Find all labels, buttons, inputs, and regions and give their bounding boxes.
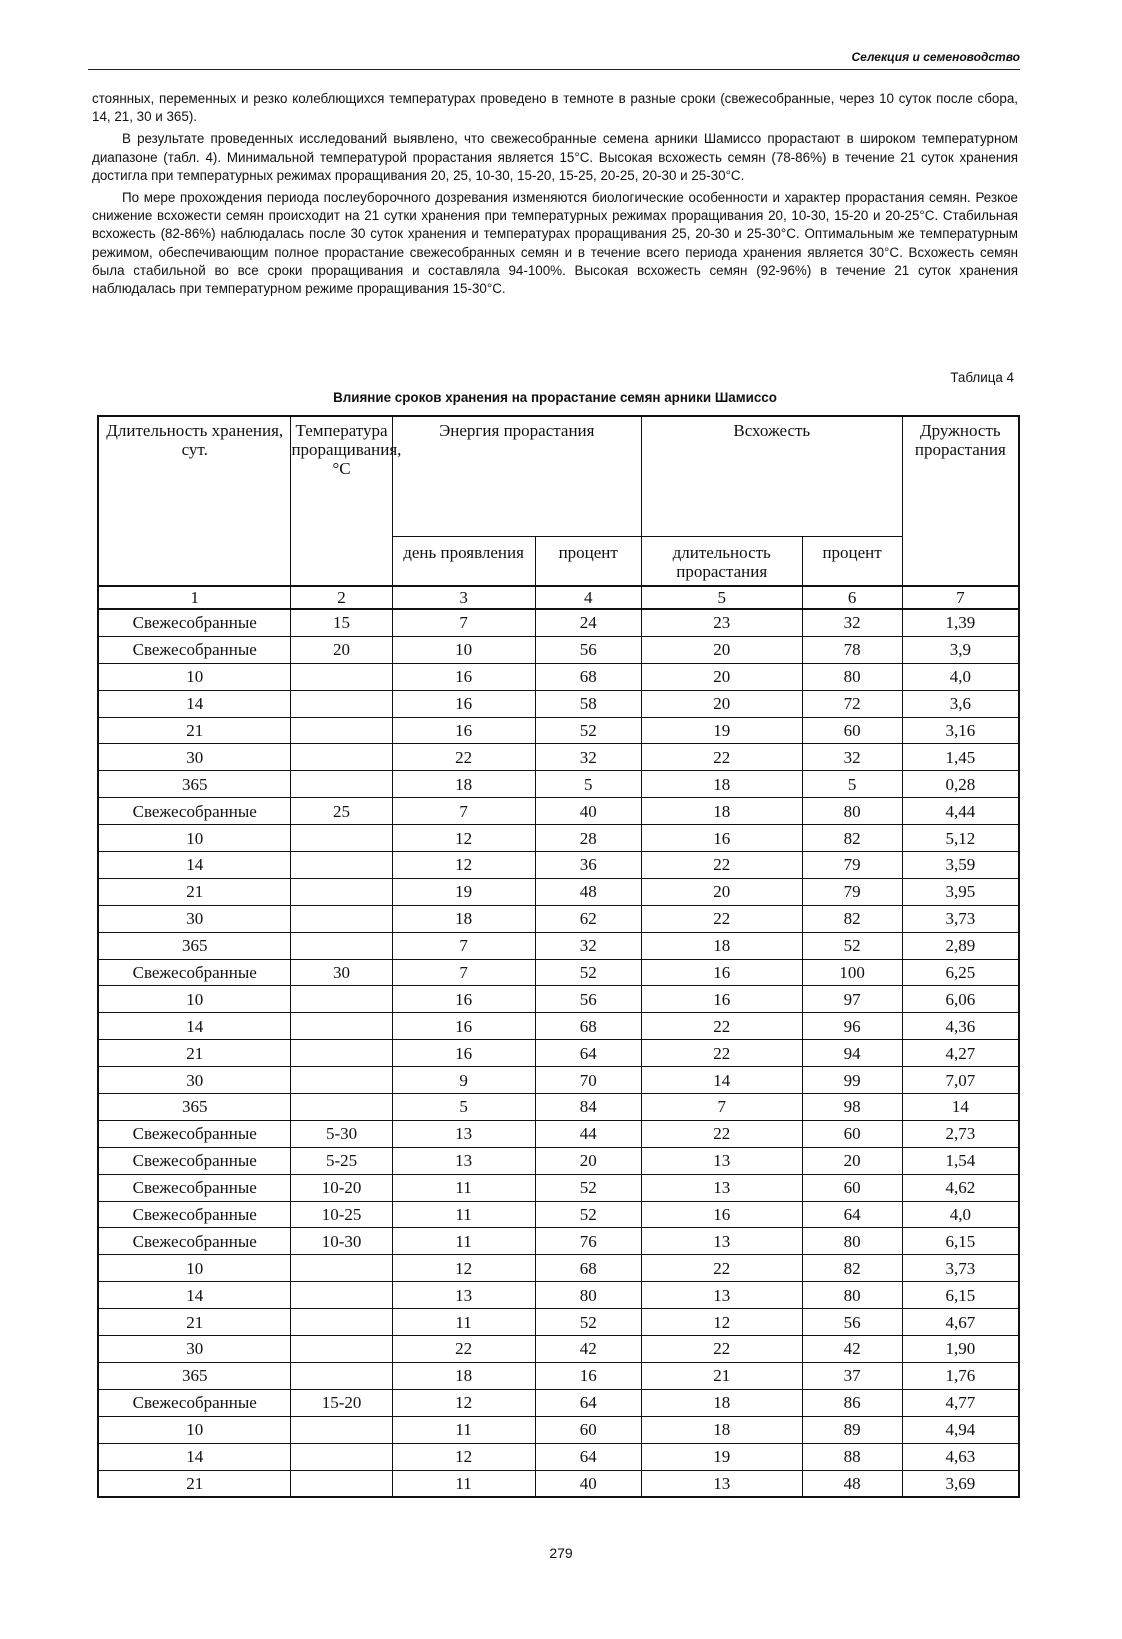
cell-germ-duration: 12: [641, 1309, 802, 1336]
cell-energy-percent: 28: [535, 825, 641, 852]
cell-energy-day: 13: [392, 1120, 535, 1147]
cell-germ-percent: 86: [802, 1389, 902, 1416]
cell-germ-duration: 7: [641, 1094, 802, 1121]
column-number: 7: [902, 586, 1019, 609]
cell-storage: 10: [98, 986, 291, 1013]
cell-temperature: [291, 905, 392, 932]
cell-germ-percent: 88: [802, 1443, 902, 1470]
table-row: [98, 905, 1019, 932]
cell-energy-percent: 52: [535, 1174, 641, 1201]
table-row: [98, 771, 1019, 798]
header-germ-percent: процент: [802, 537, 902, 587]
cell-energy-percent: 58: [535, 690, 641, 717]
cell-friendliness: 4,44: [902, 798, 1019, 825]
cell-germ-duration: 22: [641, 1336, 802, 1363]
cell-friendliness: 5,12: [902, 825, 1019, 852]
cell-germ-percent: 32: [802, 609, 902, 636]
cell-storage: Свежесобранные: [98, 1228, 291, 1255]
cell-storage: 14: [98, 1013, 291, 1040]
cell-energy-day: 18: [392, 905, 535, 932]
table-row: [98, 1147, 1019, 1174]
cell-storage: 14: [98, 1443, 291, 1470]
cell-friendliness: 1,45: [902, 744, 1019, 771]
cell-germ-duration: 18: [641, 1416, 802, 1443]
header-germ-duration: длительность прорастания: [641, 537, 802, 587]
cell-energy-day: 7: [392, 609, 535, 636]
cell-storage: Свежесобранные: [98, 798, 291, 825]
column-number: 6: [802, 586, 902, 609]
cell-germ-percent: 80: [802, 1228, 902, 1255]
cell-temperature: [291, 1309, 392, 1336]
cell-storage: 30: [98, 744, 291, 771]
column-number-row: [98, 586, 1019, 609]
cell-temperature: [291, 663, 392, 690]
cell-storage: 21: [98, 1309, 291, 1336]
cell-germ-percent: 79: [802, 878, 902, 905]
cell-germ-percent: 32: [802, 744, 902, 771]
cell-energy-day: 11: [392, 1309, 535, 1336]
cell-temperature: [291, 1470, 392, 1497]
germination-table: [97, 415, 1020, 1498]
table-row: [98, 798, 1019, 825]
cell-energy-day: 7: [392, 798, 535, 825]
column-number: 4: [535, 586, 641, 609]
cell-germ-duration: 18: [641, 771, 802, 798]
cell-friendliness: 7,07: [902, 1067, 1019, 1094]
table-row: [98, 717, 1019, 744]
cell-energy-day: 18: [392, 771, 535, 798]
cell-friendliness: 4,0: [902, 663, 1019, 690]
cell-germ-percent: 37: [802, 1362, 902, 1389]
cell-germ-percent: 96: [802, 1013, 902, 1040]
table-row: [98, 1443, 1019, 1470]
cell-germ-percent: 79: [802, 852, 902, 879]
cell-storage: Свежесобранные: [98, 609, 291, 636]
cell-friendliness: 0,28: [902, 771, 1019, 798]
cell-energy-day: 16: [392, 1040, 535, 1067]
cell-friendliness: 4,36: [902, 1013, 1019, 1040]
cell-temperature: [291, 771, 392, 798]
header-temperature: Температура проращивания, °С: [291, 416, 392, 586]
cell-germ-percent: 94: [802, 1040, 902, 1067]
paragraph-continued: стоянных, переменных и резко колеблющихся температурах проведено в темноте в разные сроки (свежесобранные, через 10 суток после сбора, 14, 21, 30 и 365).: [92, 91, 1018, 125]
column-number: 1: [98, 586, 291, 609]
cell-energy-day: 11: [392, 1228, 535, 1255]
cell-energy-day: 12: [392, 825, 535, 852]
cell-germ-percent: 42: [802, 1336, 902, 1363]
cell-germ-duration: 19: [641, 717, 802, 744]
cell-friendliness: 3,73: [902, 905, 1019, 932]
cell-germ-duration: 13: [641, 1470, 802, 1497]
cell-energy-day: 22: [392, 1336, 535, 1363]
cell-temperature: 25: [291, 798, 392, 825]
cell-germ-duration: 21: [641, 1362, 802, 1389]
cell-friendliness: 2,89: [902, 932, 1019, 959]
cell-germ-duration: 22: [641, 1040, 802, 1067]
cell-germ-percent: 64: [802, 1201, 902, 1228]
cell-germ-percent: 97: [802, 986, 902, 1013]
cell-temperature: [291, 1255, 392, 1282]
cell-energy-percent: 24: [535, 609, 641, 636]
cell-germ-percent: 60: [802, 1120, 902, 1147]
table-label: Таблица 4: [950, 370, 1014, 385]
cell-energy-day: 7: [392, 932, 535, 959]
header-friendliness: Дружность прорастания: [902, 416, 1019, 586]
cell-temperature: 15-20: [291, 1389, 392, 1416]
cell-germ-duration: 20: [641, 690, 802, 717]
table-row: [98, 878, 1019, 905]
cell-friendliness: 6,06: [902, 986, 1019, 1013]
cell-germ-percent: 56: [802, 1309, 902, 1336]
cell-friendliness: 3,69: [902, 1470, 1019, 1497]
cell-germ-percent: 89: [802, 1416, 902, 1443]
cell-temperature: 30: [291, 959, 392, 986]
cell-germ-percent: 72: [802, 690, 902, 717]
cell-germ-duration: 13: [641, 1228, 802, 1255]
cell-energy-percent: 5: [535, 771, 641, 798]
page-number: 279: [549, 1545, 573, 1561]
cell-temperature: [291, 878, 392, 905]
cell-temperature: 15: [291, 609, 392, 636]
table-row: [98, 1201, 1019, 1228]
cell-energy-percent: 64: [535, 1443, 641, 1470]
cell-energy-percent: 52: [535, 1201, 641, 1228]
cell-storage: 21: [98, 1040, 291, 1067]
cell-germ-percent: 100: [802, 959, 902, 986]
cell-germ-duration: 23: [641, 609, 802, 636]
cell-friendliness: 4,0: [902, 1201, 1019, 1228]
cell-germ-percent: 20: [802, 1147, 902, 1174]
cell-temperature: [291, 717, 392, 744]
cell-storage: Свежесобранные: [98, 636, 291, 663]
cell-temperature: 5-25: [291, 1147, 392, 1174]
cell-germ-percent: 60: [802, 717, 902, 744]
cell-energy-day: 19: [392, 878, 535, 905]
cell-temperature: [291, 1443, 392, 1470]
cell-germ-percent: 82: [802, 1255, 902, 1282]
cell-germ-percent: 80: [802, 1282, 902, 1309]
cell-storage: 365: [98, 932, 291, 959]
cell-germ-duration: 13: [641, 1282, 802, 1309]
cell-temperature: [291, 744, 392, 771]
cell-germ-percent: 5: [802, 771, 902, 798]
table-row: [98, 1389, 1019, 1416]
cell-energy-day: 11: [392, 1201, 535, 1228]
cell-storage: 365: [98, 1362, 291, 1389]
cell-storage: 30: [98, 1067, 291, 1094]
table-row: [98, 663, 1019, 690]
cell-energy-percent: 84: [535, 1094, 641, 1121]
cell-temperature: [291, 1362, 392, 1389]
table-row: [98, 986, 1019, 1013]
cell-germ-percent: 82: [802, 905, 902, 932]
cell-temperature: [291, 932, 392, 959]
cell-storage: 14: [98, 1282, 291, 1309]
paragraph-dormancy: По мере прохождения периода послеуборочного дозревания изменяются биологические особенности и характер прорастания семян. Резкое снижение всхожести семян происходит на 21 сутки хранения при температурных режимах проращивания 20, 10-30, 15-20 и 20-25°С. Стабильная всхожесть (82-86%) наблюдалась после 30 суток хранения и температурах проращивания 25, 20-30 и 25-30°С. Оптимальным же температурным режимом, обеспечивающим полное прорастание свежесобранных семян и в течение всего периода хранения является 30°С. Всхожесть семян была стабильной во все сроки проращивания и составляла 94-100%. Высокая всхожесть семян (92-96%) в течение 21 суток хранения наблюдалась при температурном режиме проращивания 15-30°С.: [92, 190, 1018, 297]
cell-energy-percent: 52: [535, 959, 641, 986]
table-row: [98, 1094, 1019, 1121]
cell-germ-duration: 22: [641, 905, 802, 932]
cell-germ-duration: 19: [641, 1443, 802, 1470]
cell-temperature: [291, 986, 392, 1013]
table-row: [98, 959, 1019, 986]
cell-temperature: [291, 852, 392, 879]
table-body: [98, 609, 1019, 1497]
cell-energy-percent: 44: [535, 1120, 641, 1147]
cell-storage: Свежесобранные: [98, 1201, 291, 1228]
cell-germ-percent: 98: [802, 1094, 902, 1121]
column-number: 2: [291, 586, 392, 609]
cell-storage: Свежесобранные: [98, 1174, 291, 1201]
cell-energy-percent: 56: [535, 986, 641, 1013]
table-row: [98, 852, 1019, 879]
cell-germ-duration: 20: [641, 663, 802, 690]
cell-germ-duration: 22: [641, 744, 802, 771]
cell-friendliness: 1,90: [902, 1336, 1019, 1363]
cell-germ-duration: 22: [641, 1255, 802, 1282]
cell-friendliness: 3,95: [902, 878, 1019, 905]
cell-energy-percent: 64: [535, 1040, 641, 1067]
cell-germ-duration: 22: [641, 1120, 802, 1147]
cell-energy-day: 16: [392, 690, 535, 717]
cell-friendliness: 3,16: [902, 717, 1019, 744]
body-text: [92, 90, 1018, 302]
table-row: [98, 1120, 1019, 1147]
table-row: [98, 1040, 1019, 1067]
cell-energy-percent: 62: [535, 905, 641, 932]
table-row: [98, 1255, 1019, 1282]
cell-energy-percent: 32: [535, 932, 641, 959]
cell-friendliness: 1,76: [902, 1362, 1019, 1389]
cell-temperature: [291, 1040, 392, 1067]
table-title: Влияние сроков хранения на прорастание семян арники Шамиссо: [333, 390, 777, 405]
header-energy: Энергия прорастания: [392, 416, 641, 537]
cell-germ-duration: 14: [641, 1067, 802, 1094]
cell-energy-percent: 68: [535, 663, 641, 690]
table-row: [98, 1013, 1019, 1040]
cell-energy-percent: 20: [535, 1147, 641, 1174]
cell-temperature: [291, 1336, 392, 1363]
cell-energy-percent: 64: [535, 1389, 641, 1416]
cell-germ-duration: 18: [641, 932, 802, 959]
cell-storage: 21: [98, 1470, 291, 1497]
cell-storage: 10: [98, 825, 291, 852]
header-rule: [88, 69, 1020, 70]
cell-energy-day: 11: [392, 1470, 535, 1497]
cell-temperature: 10-30: [291, 1228, 392, 1255]
cell-storage: 10: [98, 1255, 291, 1282]
cell-energy-day: 10: [392, 636, 535, 663]
cell-storage: 14: [98, 852, 291, 879]
cell-energy-percent: 60: [535, 1416, 641, 1443]
cell-energy-day: 12: [392, 1389, 535, 1416]
cell-energy-percent: 52: [535, 1309, 641, 1336]
cell-friendliness: 4,77: [902, 1389, 1019, 1416]
column-number: 3: [392, 586, 535, 609]
cell-energy-percent: 40: [535, 1470, 641, 1497]
cell-friendliness: 3,73: [902, 1255, 1019, 1282]
cell-energy-percent: 32: [535, 744, 641, 771]
cell-germ-duration: 13: [641, 1147, 802, 1174]
cell-energy-day: 16: [392, 663, 535, 690]
cell-temperature: [291, 1013, 392, 1040]
paragraph-results: В результате проведенных исследований выявлено, что свежесобранные семена арники Шамиссо прорастают в широком температурном диапазоне (табл. 4). Минимальной температурой прорастания является 15°С. Высокая всхожесть семян (78-86%) в течение 21 суток хранения достигла при температурных режимах проращивания 20, 25, 10-30, 15-20, 15-25, 20-25, 20-30 и 25-30°С.: [92, 131, 1018, 183]
cell-energy-day: 13: [392, 1147, 535, 1174]
cell-energy-day: 11: [392, 1416, 535, 1443]
table-row: [98, 1282, 1019, 1309]
cell-energy-percent: 56: [535, 636, 641, 663]
header-energy-day: день проявления: [392, 537, 535, 587]
cell-energy-day: 7: [392, 959, 535, 986]
cell-storage: 10: [98, 1416, 291, 1443]
cell-energy-percent: 42: [535, 1336, 641, 1363]
cell-germ-duration: 16: [641, 1201, 802, 1228]
table-row: [98, 690, 1019, 717]
cell-temperature: [291, 690, 392, 717]
table-row: [98, 636, 1019, 663]
cell-energy-percent: 48: [535, 878, 641, 905]
cell-friendliness: 4,94: [902, 1416, 1019, 1443]
cell-temperature: 20: [291, 636, 392, 663]
cell-temperature: [291, 1416, 392, 1443]
cell-temperature: [291, 825, 392, 852]
cell-energy-day: 5: [392, 1094, 535, 1121]
cell-energy-percent: 80: [535, 1282, 641, 1309]
cell-friendliness: 4,67: [902, 1309, 1019, 1336]
cell-germ-duration: 16: [641, 986, 802, 1013]
table-row: [98, 1416, 1019, 1443]
cell-temperature: 5-30: [291, 1120, 392, 1147]
table-row: [98, 932, 1019, 959]
cell-energy-day: 12: [392, 852, 535, 879]
cell-storage: 365: [98, 771, 291, 798]
cell-energy-day: 16: [392, 986, 535, 1013]
cell-germ-percent: 52: [802, 932, 902, 959]
cell-friendliness: 6,15: [902, 1282, 1019, 1309]
column-number: 5: [641, 586, 802, 609]
cell-friendliness: 1,54: [902, 1147, 1019, 1174]
cell-energy-percent: 70: [535, 1067, 641, 1094]
cell-energy-day: 18: [392, 1362, 535, 1389]
table-row: [98, 1309, 1019, 1336]
cell-storage: Свежесобранные: [98, 1389, 291, 1416]
cell-germ-duration: 13: [641, 1174, 802, 1201]
table-row: [98, 609, 1019, 636]
cell-friendliness: 3,6: [902, 690, 1019, 717]
cell-temperature: [291, 1067, 392, 1094]
cell-germ-percent: 82: [802, 825, 902, 852]
cell-germ-duration: 16: [641, 825, 802, 852]
cell-friendliness: 6,15: [902, 1228, 1019, 1255]
cell-storage: Свежесобранные: [98, 959, 291, 986]
cell-temperature: 10-20: [291, 1174, 392, 1201]
cell-friendliness: 3,9: [902, 636, 1019, 663]
cell-germ-percent: 99: [802, 1067, 902, 1094]
cell-friendliness: 4,62: [902, 1174, 1019, 1201]
cell-germ-duration: 22: [641, 1013, 802, 1040]
cell-germ-percent: 80: [802, 798, 902, 825]
cell-germ-duration: 20: [641, 878, 802, 905]
cell-germ-duration: 18: [641, 798, 802, 825]
cell-temperature: [291, 1282, 392, 1309]
cell-storage: 30: [98, 905, 291, 932]
cell-energy-day: 12: [392, 1255, 535, 1282]
table-row: [98, 1067, 1019, 1094]
cell-friendliness: 4,63: [902, 1443, 1019, 1470]
cell-friendliness: 2,73: [902, 1120, 1019, 1147]
header-energy-percent: процент: [535, 537, 641, 587]
cell-friendliness: 14: [902, 1094, 1019, 1121]
cell-storage: 10: [98, 663, 291, 690]
cell-storage: 30: [98, 1336, 291, 1363]
cell-energy-day: 22: [392, 744, 535, 771]
cell-germ-percent: 80: [802, 663, 902, 690]
cell-energy-percent: 40: [535, 798, 641, 825]
cell-friendliness: 3,59: [902, 852, 1019, 879]
cell-germ-percent: 60: [802, 1174, 902, 1201]
cell-energy-day: 13: [392, 1282, 535, 1309]
table-row: [98, 744, 1019, 771]
header-storage: Длительность хранения, сут.: [98, 416, 291, 586]
cell-energy-percent: 36: [535, 852, 641, 879]
cell-germ-duration: 16: [641, 959, 802, 986]
table-row: [98, 825, 1019, 852]
cell-germ-percent: 78: [802, 636, 902, 663]
cell-germ-percent: 48: [802, 1470, 902, 1497]
cell-energy-percent: 68: [535, 1255, 641, 1282]
cell-energy-day: 11: [392, 1174, 535, 1201]
cell-energy-percent: 68: [535, 1013, 641, 1040]
cell-storage: Свежесобранные: [98, 1120, 291, 1147]
table-row: [98, 1228, 1019, 1255]
cell-energy-day: 16: [392, 1013, 535, 1040]
cell-friendliness: 4,27: [902, 1040, 1019, 1067]
table-row: [98, 1336, 1019, 1363]
header-germination: Всхожесть: [641, 416, 902, 537]
cell-germ-duration: 22: [641, 852, 802, 879]
cell-friendliness: 6,25: [902, 959, 1019, 986]
cell-germ-duration: 18: [641, 1389, 802, 1416]
cell-storage: 21: [98, 717, 291, 744]
running-title: Селекция и семеноводство: [851, 50, 1020, 64]
cell-energy-day: 12: [392, 1443, 535, 1470]
cell-temperature: [291, 1094, 392, 1121]
cell-friendliness: 1,39: [902, 609, 1019, 636]
table-row: [98, 1362, 1019, 1389]
cell-storage: 21: [98, 878, 291, 905]
cell-storage: 365: [98, 1094, 291, 1121]
cell-energy-day: 16: [392, 717, 535, 744]
cell-energy-percent: 76: [535, 1228, 641, 1255]
cell-energy-percent: 52: [535, 717, 641, 744]
cell-energy-day: 9: [392, 1067, 535, 1094]
cell-germ-duration: 20: [641, 636, 802, 663]
table-row: [98, 1174, 1019, 1201]
cell-temperature: 10-25: [291, 1201, 392, 1228]
cell-storage: Свежесобранные: [98, 1147, 291, 1174]
cell-storage: 14: [98, 690, 291, 717]
cell-energy-percent: 16: [535, 1362, 641, 1389]
table-row: [98, 1470, 1019, 1497]
